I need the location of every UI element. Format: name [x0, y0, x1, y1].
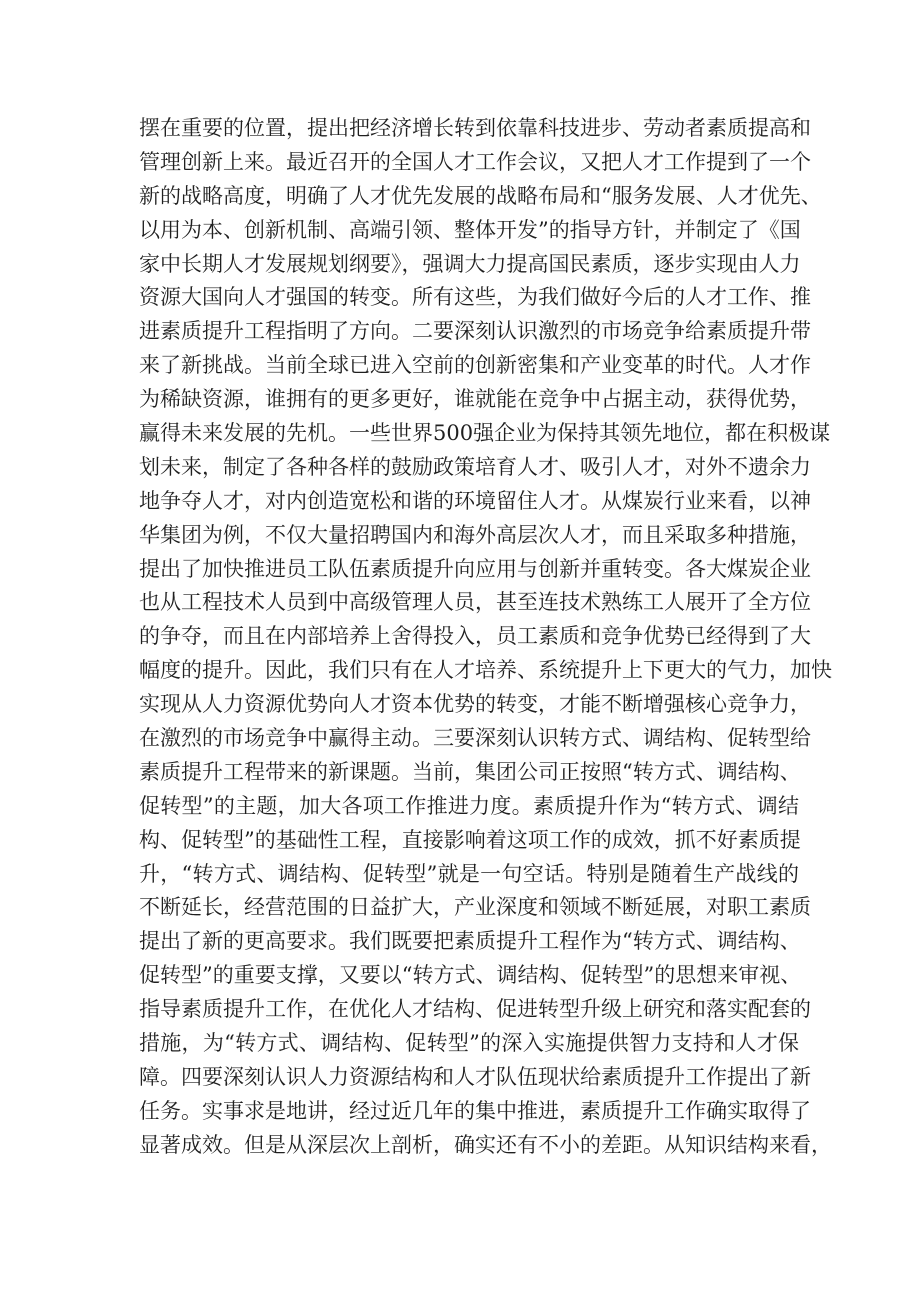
text-line: 任务。实事求是地讲，经过近几年的集中推进，素质提升工作确实取得了 [139, 1098, 811, 1123]
text-line: 也从工程技术人员到中高级管理人员，甚至连技术熟练工人展开了全方位 [139, 590, 811, 615]
text-line: 在激烈的市场竞争中赢得主动。三要深刻认识转方式、调结构、促转型给 [139, 726, 811, 751]
text-line: 提出了加快推进员工队伍素质提升向应用与创新并重转变。各大煤炭企业 [139, 556, 811, 581]
text-line: 地争夺人才，对内创造宽松和谐的环境留住人才。从煤炭行业来看，以神 [139, 488, 811, 513]
text-line: 新的战略高度，明确了人才优先发展的战略布局和“服务发展、人才优先、 [139, 183, 822, 208]
text-line: 华集团为例，不仅大量招聘国内和海外高层次人才，而且采取多种措施， [139, 522, 811, 547]
text-line: 幅度的提升。因此，我们只有在人才培养、系统提升上下更大的气力，加快 [139, 658, 832, 683]
text-line: 显著成效。但是从深层次上剖析，确实还有不小的差距。从知识结构来看， [139, 1132, 832, 1157]
text-line: 来了新挑战。当前全球已进入空前的创新密集和产业变革的时代。人才作 [139, 353, 811, 378]
text-line: 提出了新的更高要求。我们既要把素质提升工程作为“转方式、调结构、 [139, 929, 801, 954]
text-line: 进素质提升工程指明了方向。二要深刻认识激烈的市场竞争给素质提升带 [139, 319, 811, 344]
text-line: 措施，为“转方式、调结构、促转型”的深入实施提供智力支持和人才保 [139, 1031, 799, 1056]
text-line: 划未来，制定了各种各样的鼓励政策培育人才、吸引人才，对外不遗余力 [139, 454, 811, 479]
text-line: 构、促转型”的基础性工程，直接影响着这项工作的成效，抓不好素质提 [139, 827, 801, 852]
text-line: 赢得未来发展的先机。一些世界500强企业为保持其领先地位，都在积极谋 [139, 421, 831, 446]
text-line: 障。四要深刻认识人力资源结构和人才队伍现状给素质提升工作提出了新 [139, 1064, 811, 1089]
text-line: 以用为本、创新机制、高端引领、整体开发”的指导方针，并制定了《国 [139, 217, 801, 242]
text-line: 实现从人力资源优势向人才资本优势的转变，才能不断增强核心竞争力， [139, 692, 811, 717]
text-line: 促转型”的主题，加大各项工作推进力度。素质提升作为“转方式、调结 [139, 793, 799, 818]
text-line: 的争夺，而且在内部培养上舍得投入，员工素质和竞争优势已经得到了大 [139, 624, 811, 649]
text-line: 为稀缺资源，谁拥有的更多更好，谁就能在竞争中占据主动，获得优势， [139, 387, 811, 412]
body-text [139, 112, 832, 1163]
text-line: 素质提升工程带来的新课题。当前，集团公司正按照“转方式、调结构、 [139, 759, 801, 784]
text-line: 家中长期人才发展规划纲要》，强调大力提高国民素质，逐步实现由人力 [139, 251, 801, 276]
text-line: 摆在重要的位置，提出把经济增长转到依靠科技进步、劳动者素质提高和 [139, 116, 811, 140]
text-line: 指导素质提升工作，在优化人才结构、促进转型升级上研究和落实配套的 [139, 997, 811, 1022]
text-line: 升，“转方式、调结构、促转型”就是一句空话。特别是随着生产战线的 [139, 861, 799, 886]
text-line: 资源大国向人才强国的转变。所有这些，为我们做好今后的人才工作、推 [139, 285, 811, 310]
text-line: 促转型”的重要支撑，又要以“转方式、调结构、促转型”的思想来审视、 [139, 963, 802, 988]
text-line: 不断延长，经营范围的日益扩大，产业深度和领域不断延展，对职工素质 [139, 895, 811, 920]
text-line: 管理创新上来。最近召开的全国人才工作会议，又把人才工作提到了一个 [139, 149, 811, 174]
